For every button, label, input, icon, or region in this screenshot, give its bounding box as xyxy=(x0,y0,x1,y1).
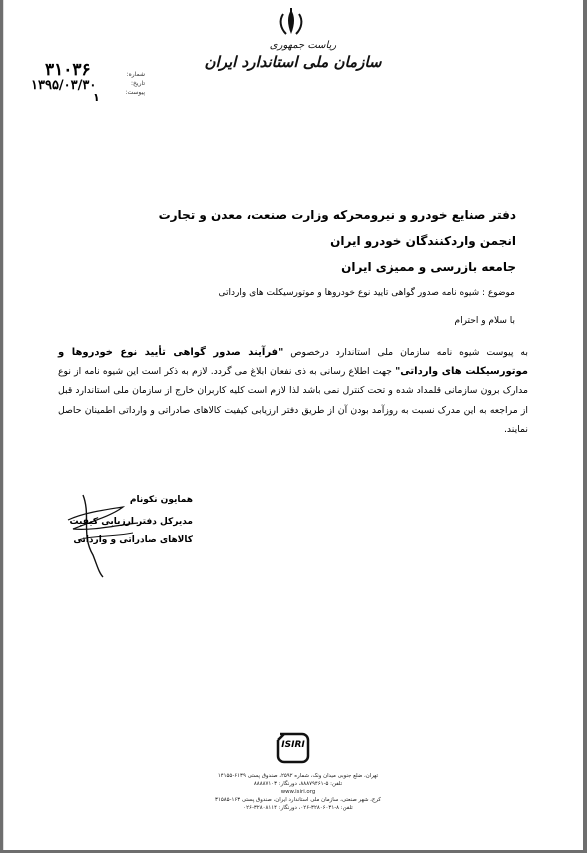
isiri-logo-text: ISIRI xyxy=(281,740,305,750)
meta-attachment-label: پیوست: xyxy=(125,89,145,96)
recipient-3: جامعه بازرسی و ممیزی ایران xyxy=(341,260,516,274)
isiri-logo xyxy=(274,730,312,766)
letter-page xyxy=(3,0,583,850)
letter-greeting: با سلام و احترام xyxy=(454,316,515,326)
meta-number-label: شماره: xyxy=(126,71,145,78)
signer-title-1: مدیرکل دفتر ارزیابی کیفیت xyxy=(69,517,193,527)
footer-phone-2: تلفن: ۸-۳۲۸۰۶۰۳۱-۰۲۶، دورنگار: ۳۲۸۰۸۱۱۴-۰۲۶ xyxy=(243,805,353,811)
letter-meta xyxy=(23,60,143,110)
letter-date: ۱۳۹۵/۰۳/۳۰ xyxy=(31,78,97,93)
header-organization: سازمان ملی استاندارد ایران xyxy=(204,53,382,71)
header-subtitle: ریاست جمهوری xyxy=(269,40,337,51)
meta-date-label: تاریخ: xyxy=(131,80,145,87)
letter-body xyxy=(58,343,528,439)
footer-address-2: کرج، شهر صنعتی، سازمان ملی استاندارد ایران، صندوق پستی ۱۶۳-۳۱۵۸۵ xyxy=(215,797,381,803)
footer-website[interactable]: www.isiri.org xyxy=(280,789,316,795)
letter-attachment: ۱ xyxy=(93,91,100,104)
signer-title-2: کالاهای صادراتی و وارداتی xyxy=(73,535,193,545)
body-part-2: جهت اطلاع رسانی به ذی نفعان ابلاغ می گردد. لازم به ذکر است این شیوه نامه از نوع مدارک برون سازمانی قلمداد شده و تحت کنترل نمی باشد لذا لازم است کلیه کاربران خارج از سازمان ملی استاندارد قبل از مراجعه به این مدرک نسبت به روزآمد بودن آن از طریق دفتر ارزیابی کیفیت کالاهای صادراتی و وارداتی اطمینان حاصل نمایند. xyxy=(58,366,528,435)
letter-subject: موضوع : شیوه نامه صدور گواهی تایید نوع خودروها و موتورسیکلت های وارداتی xyxy=(218,288,515,298)
recipient-1: دفتر صنایع خودرو و نیرومحرکه وزارت صنعت، معدن و تجارت xyxy=(158,208,516,222)
footer-address-1: تهران، ضلع جنوبی میدان ونک، شماره ۲۵۹۲، صندوق پستی ۶۱۳۹-۱۴۱۵۵ xyxy=(217,773,379,779)
body-part-1: به پیوست شیوه نامه سازمان ملی استاندارد درخصوص xyxy=(283,347,528,358)
letter-number: ۳۱۰۳۶ xyxy=(45,60,91,80)
footer-phone-1: تلفن: ۵-۸۸۸۷۹۴۶۱، دورنگار: ۸۸۸۸۷۱۰۳ xyxy=(253,781,343,787)
recipient-2: انجمن واردکنندگان خودرو ایران xyxy=(330,234,516,248)
signature-block xyxy=(63,485,193,585)
signer-name: همایون نکونام xyxy=(129,495,193,505)
iran-emblem-icon xyxy=(273,8,309,38)
body-bold-title: "فرآیند صدور گواهی تأیید نوع خودروها و موتورسیکلت های وارداتی" xyxy=(58,347,528,378)
